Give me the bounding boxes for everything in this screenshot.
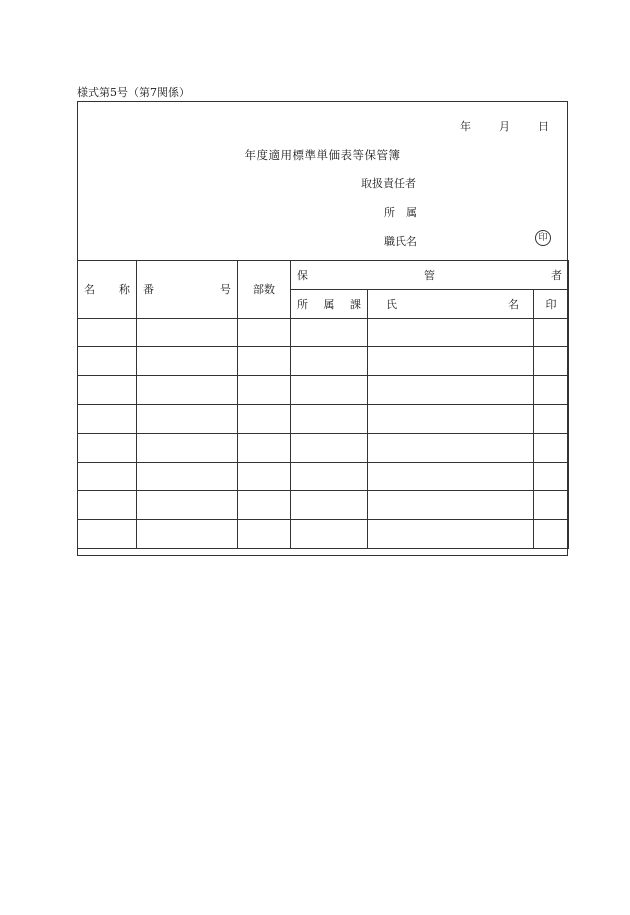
seal-cell[interactable] bbox=[534, 433, 569, 462]
name-label: 職氏名 bbox=[384, 235, 417, 248]
table-row bbox=[78, 520, 569, 549]
department-cell[interactable] bbox=[291, 376, 368, 405]
number-cell[interactable] bbox=[137, 520, 238, 549]
header-row bbox=[78, 261, 569, 290]
table-row bbox=[78, 462, 569, 491]
person-name-cell[interactable] bbox=[368, 433, 534, 462]
copies-cell[interactable] bbox=[238, 462, 291, 491]
number-cell[interactable] bbox=[137, 376, 238, 405]
seal-cell[interactable] bbox=[534, 520, 569, 549]
person-name-cell[interactable] bbox=[368, 404, 534, 433]
person-name-cell[interactable] bbox=[368, 347, 534, 376]
month-label: 月 bbox=[499, 120, 510, 133]
form-number-label: 様式第5号（第7関係） bbox=[77, 86, 190, 99]
seal-column-header: 印 bbox=[534, 289, 569, 318]
day-label: 日 bbox=[538, 120, 549, 133]
table-row bbox=[78, 433, 569, 462]
person-name-cell[interactable] bbox=[368, 318, 534, 347]
name-cell[interactable] bbox=[78, 491, 137, 520]
number-cell[interactable] bbox=[137, 433, 238, 462]
seal-icon: 印 bbox=[535, 230, 551, 246]
department-cell[interactable] bbox=[291, 347, 368, 376]
department-column-header: 所 属 課 bbox=[291, 289, 368, 318]
person-name-cell[interactable] bbox=[368, 520, 534, 549]
name-cell[interactable] bbox=[78, 462, 137, 491]
number-cell[interactable] bbox=[137, 404, 238, 433]
name-cell[interactable] bbox=[78, 404, 137, 433]
person-name-cell[interactable] bbox=[368, 491, 534, 520]
name-column-header: 名 称 bbox=[78, 261, 137, 319]
number-cell[interactable] bbox=[137, 491, 238, 520]
year-label: 年 bbox=[460, 120, 471, 133]
department-cell[interactable] bbox=[291, 433, 368, 462]
number-cell[interactable] bbox=[137, 318, 238, 347]
seal-cell[interactable] bbox=[534, 318, 569, 347]
copies-column-header: 部数 bbox=[238, 261, 291, 319]
department-cell[interactable] bbox=[291, 520, 368, 549]
copies-cell[interactable] bbox=[238, 347, 291, 376]
affiliation-label: 所 属 bbox=[384, 206, 417, 219]
copies-cell[interactable] bbox=[238, 491, 291, 520]
ledger-form bbox=[77, 101, 568, 556]
copies-cell[interactable] bbox=[238, 318, 291, 347]
form-header bbox=[78, 102, 567, 260]
name-cell[interactable] bbox=[78, 318, 137, 347]
seal-cell[interactable] bbox=[534, 376, 569, 405]
custodian-column-header: 保 管 者 bbox=[291, 261, 569, 290]
department-cell[interactable] bbox=[291, 404, 368, 433]
table-row bbox=[78, 491, 569, 520]
copies-cell[interactable] bbox=[238, 376, 291, 405]
table-row bbox=[78, 376, 569, 405]
seal-cell[interactable] bbox=[534, 462, 569, 491]
handler-label: 取扱責任者 bbox=[361, 177, 416, 190]
number-cell[interactable] bbox=[137, 462, 238, 491]
person-name-column-header: 氏 名 bbox=[368, 289, 534, 318]
department-cell[interactable] bbox=[291, 462, 368, 491]
copies-cell[interactable] bbox=[238, 404, 291, 433]
copies-cell[interactable] bbox=[238, 520, 291, 549]
seal-cell[interactable] bbox=[534, 404, 569, 433]
date-line bbox=[460, 118, 549, 134]
copies-cell[interactable] bbox=[238, 433, 291, 462]
name-cell[interactable] bbox=[78, 376, 137, 405]
document-title: 年度適用標準単価表等保管簿 bbox=[244, 148, 401, 162]
department-cell[interactable] bbox=[291, 318, 368, 347]
table-row bbox=[78, 318, 569, 347]
seal-cell[interactable] bbox=[534, 347, 569, 376]
table-row bbox=[78, 347, 569, 376]
seal-cell[interactable] bbox=[534, 491, 569, 520]
number-cell[interactable] bbox=[137, 347, 238, 376]
person-name-cell[interactable] bbox=[368, 462, 534, 491]
name-cell[interactable] bbox=[78, 347, 137, 376]
department-cell[interactable] bbox=[291, 491, 368, 520]
number-column-header: 番 号 bbox=[137, 261, 238, 319]
name-cell[interactable] bbox=[78, 520, 137, 549]
ledger-table bbox=[77, 260, 569, 549]
name-cell[interactable] bbox=[78, 433, 137, 462]
table-row bbox=[78, 404, 569, 433]
person-name-cell[interactable] bbox=[368, 376, 534, 405]
